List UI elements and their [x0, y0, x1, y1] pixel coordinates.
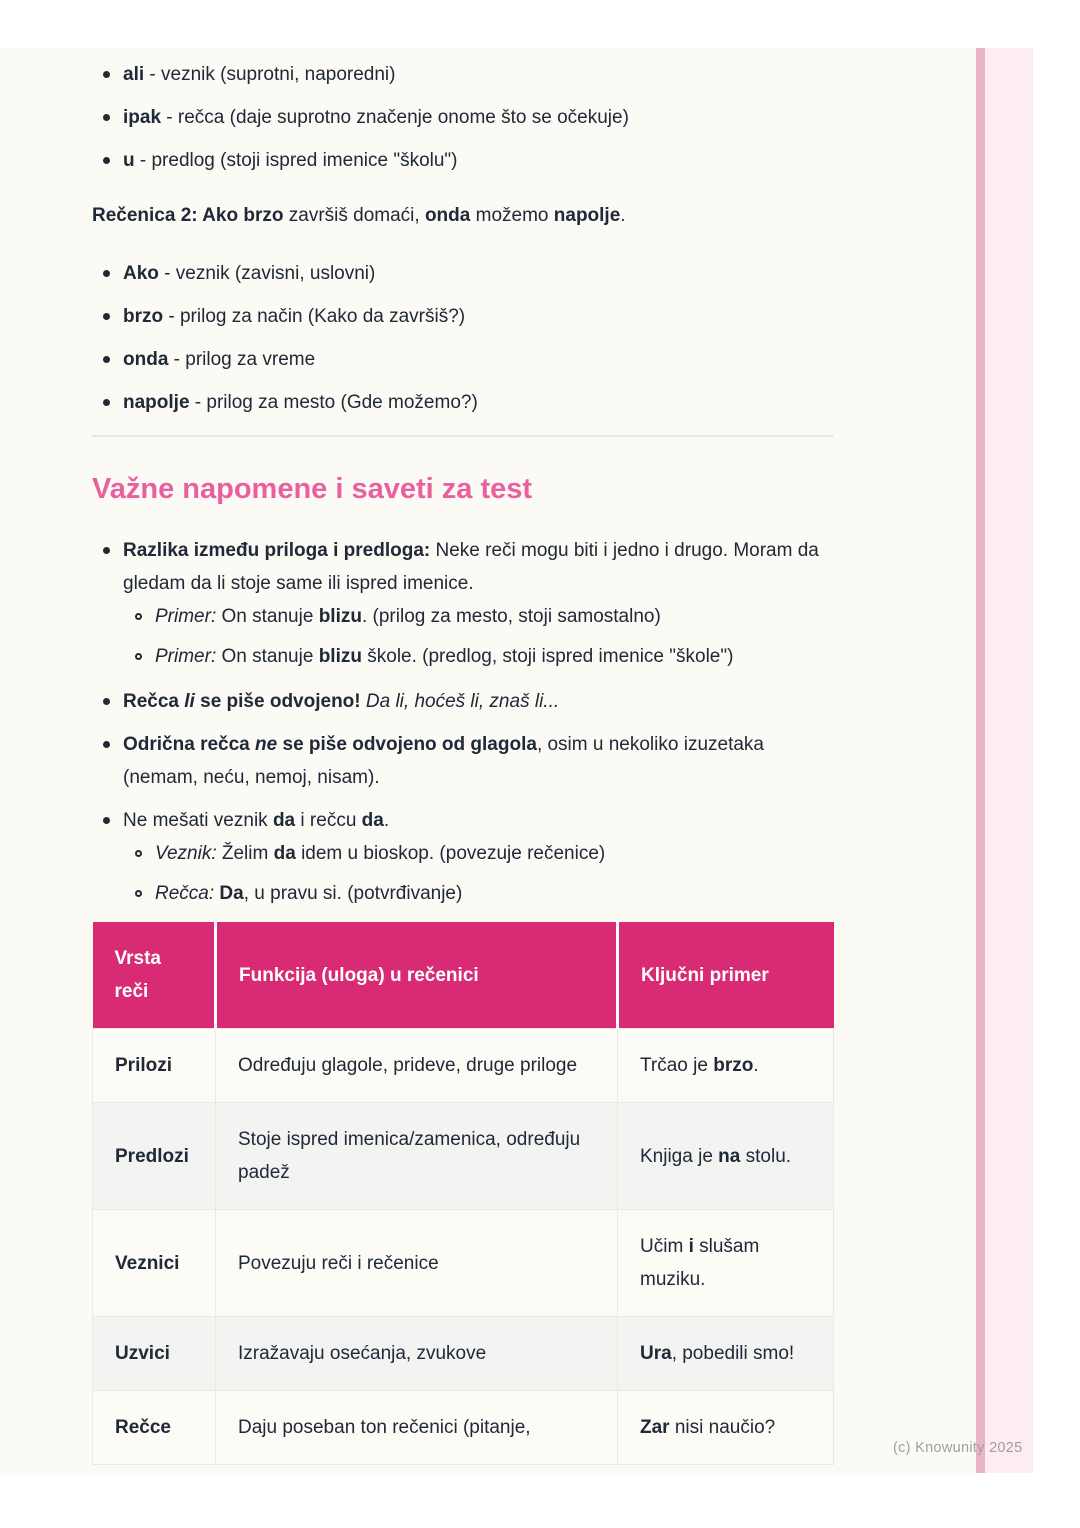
cell-example: Zar nisi naučio?	[618, 1391, 834, 1465]
cell-word-type: Uzvici	[93, 1317, 216, 1391]
sublist-item	[123, 837, 833, 870]
list-item-text: Ako - veznik (zavisni, uslovni)	[123, 263, 376, 284]
cell-function: Određuju glagole, prideve, druge priloge	[216, 1029, 618, 1103]
header-cell-kljucni-primer: Ključni primer	[618, 922, 834, 1029]
sublist-item	[123, 877, 833, 910]
table-head	[93, 922, 834, 1029]
note-text: Rečca li se piše odvojeno! Da li, hoćeš li, znaš li...	[123, 691, 560, 712]
cell-example: Knjiga je na stolu.	[618, 1103, 834, 1210]
table-header-row	[93, 922, 834, 1029]
sublist-item	[123, 640, 833, 673]
sub-note-text: Primer: On stanuje blizu škole. (predlog, stoji ispred imenice "škole")	[155, 646, 734, 667]
list-item-text: brzo - prilog za način (Kako da završiš?)	[123, 306, 466, 327]
list-item	[92, 300, 833, 333]
cell-function: Izražavaju osećanja, zvukove	[216, 1317, 618, 1391]
section-divider	[92, 435, 833, 437]
cell-example: Trčao je brzo.	[618, 1029, 834, 1103]
notes-list	[92, 534, 833, 910]
table-row	[93, 1210, 834, 1317]
list-item-text: u - predlog (stoji ispred imenice "školu")	[123, 150, 458, 171]
list-item	[92, 685, 833, 718]
cell-word-type: Veznici	[93, 1210, 216, 1317]
list-item	[92, 386, 833, 419]
list-item	[92, 144, 833, 177]
header-cell-vrsta-reci: Vrsta reči	[93, 922, 216, 1029]
cell-word-type: Predlozi	[93, 1103, 216, 1210]
cell-word-type: Rečce	[93, 1391, 216, 1465]
note-text: Odrična rečca ne se piše odvojeno od glagola, osim u nekoliko izuzetaka (nemam, neću, nemoj, nisam).	[123, 734, 764, 788]
sub-note-text: Veznik: Želim da idem u bioskop. (povezuje rečenice)	[155, 843, 606, 864]
cell-function: Daju poseban ton rečenici (pitanje,	[216, 1391, 618, 1465]
sub-note-text: Rečca: Da, u pravu si. (potvrđivanje)	[155, 883, 463, 904]
note-text: Razlika između priloga i predloga: Neke reči mogu biti i jedno i drugo. Moram da gledam da li stoje same ili ispred imenice.	[123, 540, 819, 594]
list-item	[92, 101, 833, 134]
table-row	[93, 1029, 834, 1103]
cell-function: Stoje ispred imenica/zamenica, određuju padež	[216, 1103, 618, 1210]
document-page	[0, 48, 1033, 1473]
cell-word-type: Prilozi	[93, 1029, 216, 1103]
sentence2-paragraph	[92, 199, 833, 232]
page-edge-stripe	[976, 48, 1033, 1473]
list-item-text: ali - veznik (suprotni, naporedni)	[123, 64, 396, 85]
list-item	[92, 58, 833, 91]
cell-function: Povezuju reči i rečenice	[216, 1210, 618, 1317]
note-sublist	[123, 837, 833, 910]
table-row	[93, 1317, 834, 1391]
table-row	[93, 1103, 834, 1210]
sentence1-analysis-list	[92, 58, 833, 177]
table-body	[93, 1029, 834, 1465]
watermark: (c) Knowunity 2025	[893, 1440, 1023, 1456]
note-text: Ne mešati veznik da i rečcu da.	[123, 810, 390, 831]
sublist-item	[123, 600, 833, 633]
sub-note-text: Primer: On stanuje blizu. (prilog za mesto, stoji samostalno)	[155, 606, 661, 627]
list-item-text: ipak - rečca (daje suprotno značenje onome što se očekuje)	[123, 107, 629, 128]
list-item-text: napolje - prilog za mesto (Gde možemo?)	[123, 392, 478, 413]
table-row	[93, 1391, 834, 1465]
sentence2-text: Rečenica 2: Ako brzo završiš domaći, onda možemo napolje.	[92, 205, 626, 226]
list-item-text: onda - prilog za vreme	[123, 349, 316, 370]
list-item	[92, 534, 833, 673]
cell-example: Ura, pobedili smo!	[618, 1317, 834, 1391]
list-item	[92, 804, 833, 910]
note-sublist	[123, 600, 833, 673]
list-item	[92, 257, 833, 290]
section-title: Važne napomene i saveti za test	[92, 473, 533, 505]
parts-of-speech-table	[92, 922, 834, 1465]
sentence2-analysis-list	[92, 257, 833, 419]
page-content	[92, 48, 833, 1465]
header-cell-funkcija: Funkcija (uloga) u rečenici	[216, 922, 618, 1029]
list-item	[92, 343, 833, 376]
cell-example: Učim i slušam muziku.	[618, 1210, 834, 1317]
list-item	[92, 728, 833, 794]
